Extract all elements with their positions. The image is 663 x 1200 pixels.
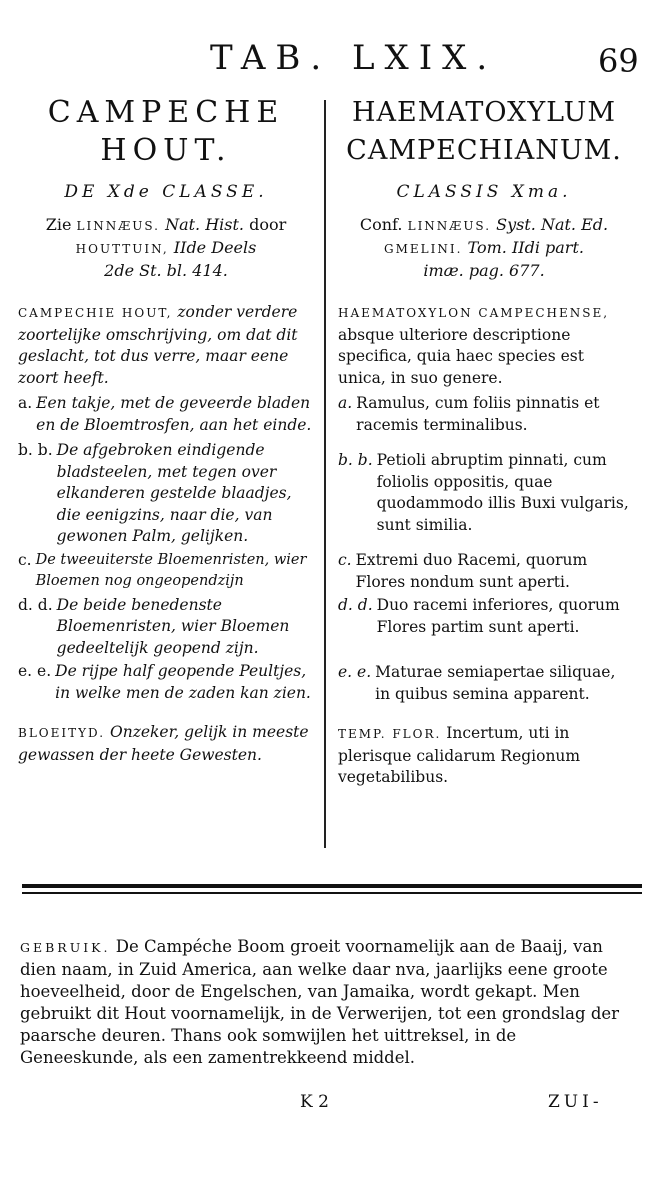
right-item	[338, 393, 630, 436]
right-item-label: a.	[338, 394, 353, 412]
left-item-label: b. b.	[18, 441, 53, 459]
gebruik-lead: GEBRUIK.	[20, 940, 111, 955]
gebruik-paragraph	[20, 936, 632, 1069]
left-reference	[18, 214, 314, 282]
left-item-text: Een takje, met de geveerde bladen en de Bloemtrosfen, aan het einde.	[36, 394, 312, 434]
ref-work: Syst. Nat. Ed.	[496, 215, 609, 234]
right-title-line1: HAEMATOXYLUM	[352, 97, 616, 128]
ref-line3: 2de St. bl. 414.	[104, 261, 228, 280]
left-item-label: d. d.	[18, 595, 53, 614]
right-item-label: c.	[338, 551, 352, 569]
column-divider	[324, 100, 326, 848]
temp-flor-lead: TEMP. FLOR.	[338, 727, 442, 741]
gebruik-text: De Campéche Boom groeit voornamelijk aan de Baaij, van dien naam, in Zuid America, aan welke daar nva, jaarlijks eene groote hoeveelheid, door de Engelschen, van Jamaika, wordt gekapt. Men gebruikt dit Hout voornamelijk, in de Verwerijen, tot een grondslag der paarsche deuren. Thans ook somwijlen het uittreksel, in de Geneeskunde, als een zamentrekkeend middel.	[20, 937, 620, 1067]
signature-mark: K 2	[300, 1092, 329, 1112]
left-item	[18, 393, 314, 436]
right-column	[338, 94, 630, 789]
right-temp-flor	[338, 723, 630, 789]
left-item-text: De afgebroken eindigende bladsteelen, met tegen over elkanderen gestelde blaadjes, die eenigzins, naar die, van gewonen Palm, gelijken.	[56, 441, 292, 545]
right-item	[338, 450, 630, 536]
left-bloeityd	[18, 722, 314, 766]
left-item-label: a.	[18, 394, 33, 412]
ref-author: LINNÆUS.	[407, 219, 492, 233]
left-class-line: DE Xde CLASSE.	[64, 182, 268, 202]
right-intro-lead: HAEMATOXYLON CAMPECHENSE,	[338, 306, 610, 320]
right-item-text: Maturae semiapertae siliquae, in quibus semina apparent.	[375, 663, 616, 703]
catchword: ZUI-	[548, 1092, 603, 1112]
left-title-line1: CAMPECHE	[47, 95, 285, 130]
right-item-text: Extremi duo Racemi, quorum Flores nondum sunt aperti.	[355, 551, 588, 591]
separator-rule-bottom	[22, 892, 642, 894]
right-class-line: CLASSIS Xma.	[396, 182, 572, 202]
left-item	[18, 550, 314, 593]
left-intro	[18, 302, 314, 389]
left-column	[18, 94, 314, 766]
right-item	[338, 550, 630, 593]
temp-flor-text: Incertum, uti in plerisque calidarum Regionum vegetabilibus.	[338, 724, 581, 786]
left-item-text: De tweeuiterste Bloemenristen, wier Bloemen nog ongeopendzijn	[35, 551, 307, 589]
right-item-text: Duo racemi inferiores, quorum Flores partim sunt aperti.	[376, 596, 620, 636]
left-intro-lead: CAMPECHIE HOUT,	[18, 306, 173, 320]
right-item-label: e. e.	[338, 663, 372, 681]
left-item-label: e. e.	[18, 662, 52, 680]
right-reference	[338, 214, 630, 282]
ref-work: Nat. Hist.	[165, 215, 245, 234]
right-intro-text: absque ulteriore descriptione specifica, quia haec species est unica, in suo genere.	[338, 325, 584, 387]
right-intro	[338, 302, 630, 389]
left-item-label: c.	[18, 550, 32, 569]
right-item-text: Ramulus, cum foliis pinnatis et racemis terminalibus.	[356, 394, 600, 434]
ref-prefix: Zie	[45, 215, 72, 234]
left-item-text: De beide benedenste Bloemenristen, wier Bloemen gedeeltelijk geopend zijn.	[56, 595, 290, 657]
left-item	[18, 440, 314, 548]
right-item-label: d. d.	[338, 596, 373, 614]
left-item	[18, 595, 314, 660]
separator-rule-top	[22, 884, 642, 888]
ref-author2: HOUTTUIN,	[75, 242, 169, 256]
right-item-text: Petioli abruptim pinnati, cum foliolis oppositis, quae quodammodo illis Buxi vulgaris, sunt similia.	[376, 451, 629, 534]
right-item	[338, 662, 630, 705]
right-item	[338, 595, 630, 638]
ref-prefix: Conf.	[359, 215, 403, 234]
ref-deel: IIde Deels	[173, 238, 257, 257]
bloeityd-text: Onzeker, gelijk in meeste gewassen der heete Gewesten.	[18, 723, 309, 764]
ref-part: Tom. IIdi part.	[467, 238, 584, 257]
left-item	[18, 661, 314, 704]
ref-door: door	[249, 215, 287, 234]
page-number: 69	[598, 42, 639, 80]
plate-heading: TAB. LXIX.	[210, 38, 498, 78]
left-intro-text: zonder verdere zoortelijke omschrijving, om dat dit geslacht, tot dus verre, maar eene zoort heeft.	[18, 303, 298, 387]
ref-author2: GMELINI.	[384, 242, 463, 256]
right-title-line2: CAMPECHIANUM.	[346, 135, 622, 166]
ref-line3: imæ. pag. 677.	[423, 261, 545, 280]
bloeityd-lead: BLOEITYD.	[18, 726, 106, 740]
left-title-line2: HOUT.	[100, 133, 232, 168]
left-item-text: De rijpe half geopende Peultjes, in welke men de zaden kan zien.	[55, 662, 311, 702]
ref-author: LINNÆUS.	[76, 219, 160, 233]
right-item-label: b. b.	[338, 451, 373, 469]
